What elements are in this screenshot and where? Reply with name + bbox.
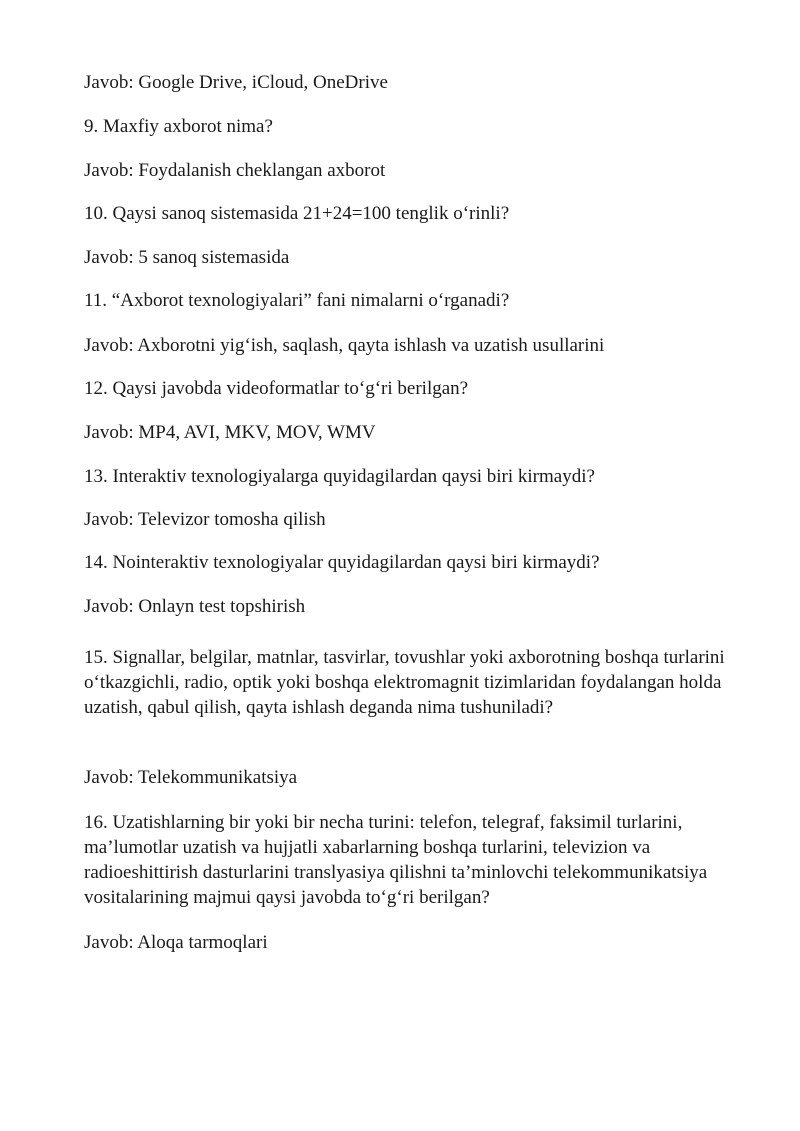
answer-11: Javob: Axborotni yig‘ish, saqlash, qayta ishlash va uzatish usullarini — [84, 335, 605, 356]
question-16: 16. Uzatishlarning bir yoki bir necha turini: telefon, telegraf, faksimil turlarini, ma’lumotlar uzatish va hujjatli xabarlarning boshqa turlarini, televizion va radioeshittirish dasturlarini translyasiya qilishni ta’minlovchi telekommunikatsiya vositalarining majmui qaysi javobda to‘g‘ri berilgan? — [84, 812, 708, 908]
answer-12: Javob: MP4, AVI, MKV, MOV, WMV — [84, 422, 376, 443]
answer-13: Javob: Televizor tomosha qilish — [84, 509, 326, 530]
question-12: 12. Qaysi javobda videoformatlar to‘g‘ri berilgan? — [84, 378, 469, 399]
question-11: 11. “Axborot texnologiyalari” fani nimalarni o‘rganadi? — [84, 290, 510, 311]
question-15: 15. Signallar, belgilar, matnlar, tasvirlar, tovushlar yoki axborotning boshqa turlarini o‘tkazgichli, radio, optik yoki boshqa elektromagnit tizimlaridan foydalangan holda uzatish, qabul qilish, qayta ishlash deganda nima tushuniladi? — [84, 647, 725, 718]
answer-10: Javob: 5 sanoq sistemasida — [84, 247, 290, 268]
question-13: 13. Interaktiv texnologiyalarga quyidagilardan qaysi biri kirmaydi? — [84, 466, 595, 487]
answer-14: Javob: Onlayn test topshirish — [84, 596, 306, 617]
answer-9: Javob: Foydalanish cheklangan axborot — [84, 160, 386, 181]
question-14: 14. Nointeraktiv texnologiyalar quyidagilardan qaysi biri kirmaydi? — [84, 552, 600, 573]
answer-15: Javob: Telekommunikatsiya — [84, 767, 298, 788]
question-10: 10. Qaysi sanoq sistemasida 21+24=100 tenglik o‘rinli? — [84, 203, 510, 224]
answer-8: Javob: Google Drive, iCloud, OneDrive — [84, 72, 388, 93]
answer-16: Javob: Aloqa tarmoqlari — [84, 932, 268, 953]
question-9: 9. Maxfiy axborot nima? — [84, 116, 273, 137]
